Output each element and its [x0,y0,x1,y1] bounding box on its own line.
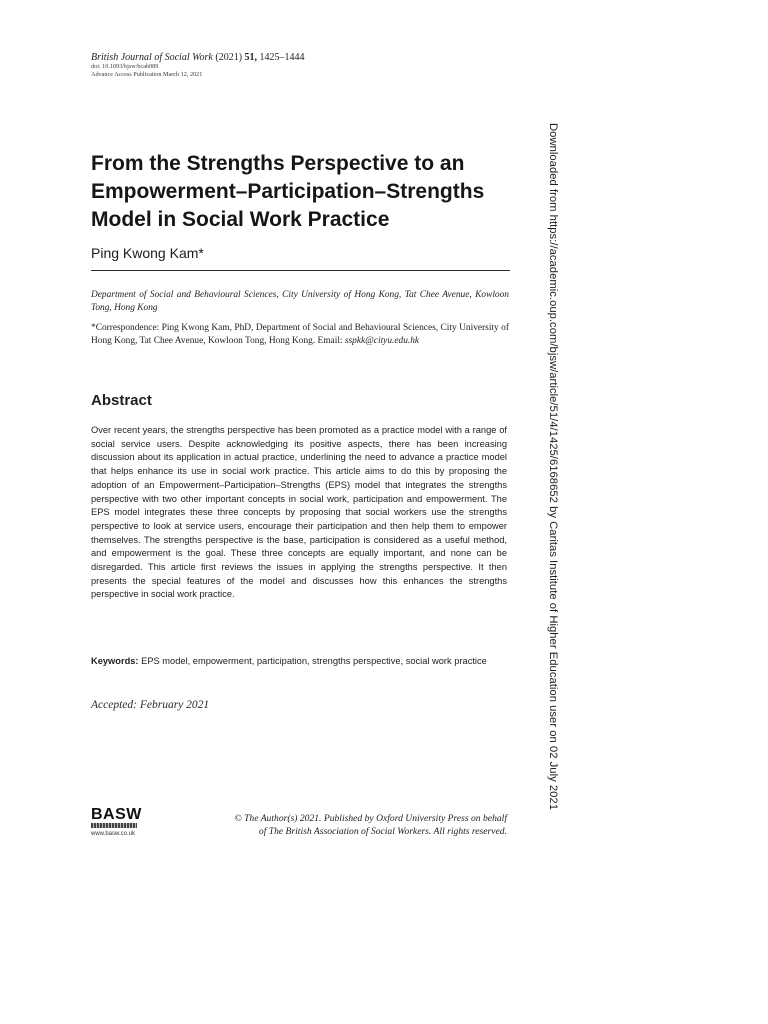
article-title [91,150,521,234]
doi[interactable]: doi: 10.1093/bjsw/bcab089 [91,63,159,70]
basw-logo-tagline-bar [91,823,137,828]
abstract-heading: Abstract [91,392,152,409]
keywords-label: Keywords: [91,656,139,666]
correspondence-text: *Correspondence: Ping Kwong Kam, PhD, Department of Social and Behavioural Sciences, City University of Hong Kong, Tat Chee Avenue, Kowloon Tong, Hong Kong. [91,323,509,346]
copyright-notice [195,812,507,838]
author-name: Ping Kwong Kam* [91,245,204,261]
keywords-list: EPS model, empowerment, participation, strengths perspective, social work practice [141,656,487,666]
journal-name: British Journal of Social Work [91,52,213,63]
journal-pages: 1425–1444 [259,52,305,63]
correspondence-note [91,322,509,348]
title-divider [91,270,510,271]
copyright-line-1: © The Author(s) 2021. Published by Oxford University Press on behalf [234,813,507,824]
download-notice: Downloaded from https://academic.oup.com/bjsw/article/51/4/1425/6168652 by Caritas Institute of Higher Education user on 02 July 2021 [547,123,559,810]
author-affiliation: Department of Social and Behavioural Sciences, City University of Hong Kong, Tat Chee Avenue, Kowloon Tong, Hong Kong [91,290,509,313]
title-line-2: Empowerment–Participation–Strengths [91,180,485,203]
basw-url[interactable]: www.basw.co.uk [91,831,136,837]
email-label: Email: [317,336,343,346]
journal-volume: 51, [244,52,258,63]
title-line-3: Model in Social Work Practice [91,208,390,231]
title-line-1: From the Strengths Perspective to an [91,152,465,175]
keywords [91,655,507,669]
abstract-body: Over recent years, the strengths perspective has been promoted as a practice model with a range of social service users. Despite acknowledging its positive aspects, there has been increasing discussion about its application in actual practice, underlining the need to advance a practice model that helps enhance its use in social work practice. This article aims to do this by proposing the adoption of an Empowerment–Participation–Strengths (EPS) model that integrates the strengths perspective with two other important concepts in social work, participation and empowerment. The EPS model integrates these three concepts by proposing that social workers use the strengths perspective to look at service users, encourage their participation and then help them to empower themselves. The strengths perspective is the base, participation is considered as a useful method, and empowerment is the goal. These three concepts are equally important, and none can be disregarded. This article first reviews the issues in applying the strengths perspective. It then presents the special features of the model and discusses how this enhances the strengths perspective in social work practice. [91,425,507,600]
advance-access-note: Advance Access Publication March 12, 2021 [91,71,203,78]
accepted-date: Accepted: February 2021 [91,699,210,711]
copyright-line-2: of The British Association of Social Workers. All rights reserved. [258,826,507,837]
journal-year: (2021) [215,52,243,63]
email-link[interactable]: sspkk@cityu.edu.hk [344,336,420,346]
basw-logo: BASW [91,806,142,823]
